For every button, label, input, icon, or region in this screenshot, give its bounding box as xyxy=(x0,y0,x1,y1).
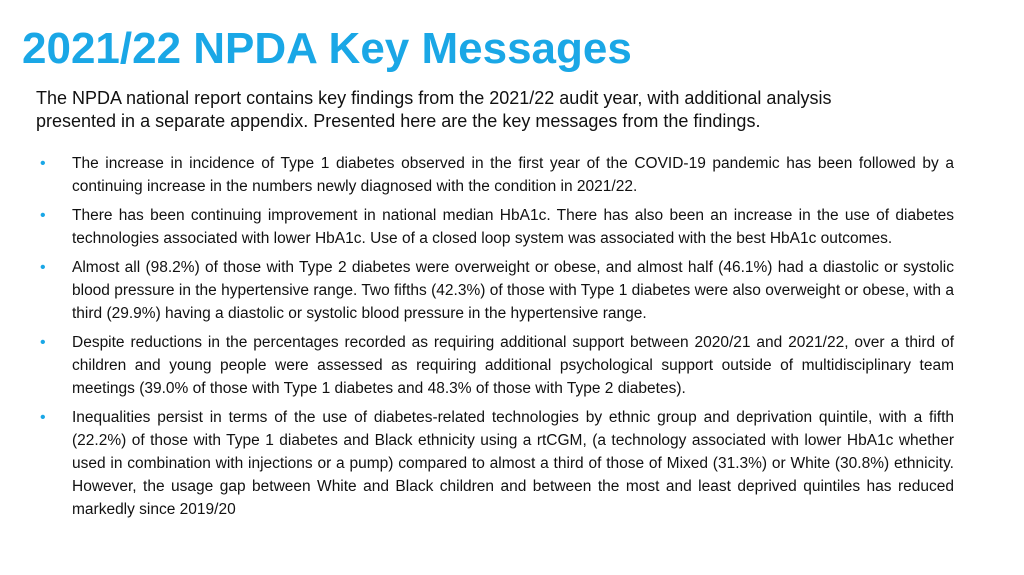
bullet-text: Despite reductions in the percentages recorded as requiring additional support between 2020/21 and 2021/22, over a third of children and young people were assessed as requiring additional psychological support outside of multidisciplinary team meetings (39.0% of those with Type 1 diabetes and 48.3% of those with Type 2 diabetes). xyxy=(72,334,954,397)
list-item xyxy=(40,406,954,521)
bullet-icon: • xyxy=(40,334,46,351)
bullet-text: The increase in incidence of Type 1 diabetes observed in the first year of the COVID-19 pandemic has been followed by a continuing increase in the numbers newly diagnosed with the condition in 2021/22. xyxy=(72,155,954,195)
bullet-icon: • xyxy=(40,259,46,276)
slide-title: 2021/22 NPDA Key Messages xyxy=(22,24,632,73)
list-item xyxy=(40,204,954,250)
list-item xyxy=(40,152,954,198)
bullet-icon: • xyxy=(40,409,46,426)
list-item xyxy=(40,256,954,325)
key-messages-list xyxy=(40,152,954,527)
list-item xyxy=(40,331,954,400)
bullet-icon: • xyxy=(40,155,46,172)
intro-paragraph: The NPDA national report contains key findings from the 2021/22 audit year, with additional analysis presented in a separate appendix. Presented here are the key messages from the findings. xyxy=(36,88,832,131)
bullet-text: There has been continuing improvement in national median HbA1c. There has also been an increase in the use of diabetes technologies associated with lower HbA1c. Use of a closed loop system was associated with the best HbA1c outcomes. xyxy=(72,207,954,247)
bullet-icon: • xyxy=(40,207,46,224)
bullet-text: Inequalities persist in terms of the use of diabetes-related technologies by ethnic group and deprivation quintile, with a fifth (22.2%) of those with Type 1 diabetes and Black ethnicity using a rtCGM, (a technology associated with lower HbA1c whether used in combination with injections or a pump) compared to almost a third of those of Mixed (31.3%) or White (30.8%) ethnicity. However, the usage gap between White and Black children and between the most and least deprived quintiles has reduced markedly since 2019/20 xyxy=(72,409,954,518)
bullet-text: Almost all (98.2%) of those with Type 2 diabetes were overweight or obese, and almost half (46.1%) had a diastolic or systolic blood pressure in the hypertensive range. Two fifths (42.3%) of those with Type 1 diabetes were also overweight or obese, with a third (29.9%) having a diastolic or systolic blood pressure in the hypertensive range. xyxy=(72,259,954,322)
